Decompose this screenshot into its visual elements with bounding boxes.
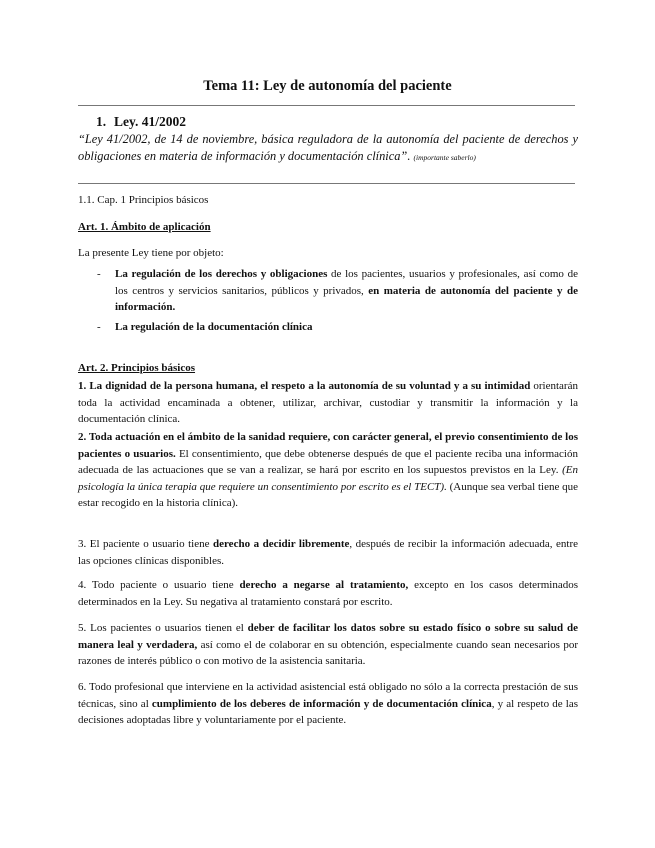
section-heading	[96, 114, 186, 130]
section-title: Ley. 41/2002	[114, 114, 187, 129]
paragraph: 6. Todo profesional que interviene en la actividad asistencial está obligado no sólo a la correcta prestación de sus técnicas, sino al cumplimiento de los deberes de información y de documentación clínica, y al respeto de las decisiones adoptadas libre y voluntariamente por el paciente.	[78, 681, 579, 726]
article-heading: Art. 2. Principios básicos	[78, 362, 196, 374]
paragraph: 2. Toda actuación en el ámbito de la sanidad requiere, con carácter general, el previo consentimiento de los pacientes o usuarios. El consentimiento, que debe obtenerse después de que el paciente reciba una información adecuada de las actuaciones que se van a realizar, se hará por escrito en los supuestos previstos en la Ley. (En psicología la única terapia que requiere un consentimiento por escrito es el TECT). (Aunque sea verbal tiene que estar recogido en la historia clínica).	[78, 431, 578, 509]
section-number: 1.	[96, 114, 107, 129]
bullet-dash: -	[97, 321, 101, 333]
list-item	[97, 266, 578, 316]
quote-note: (importante saberlo)	[413, 153, 476, 162]
bullet-dash: -	[97, 268, 101, 280]
bullet-bold: en materia de autonomía del paciente y de información.	[115, 284, 578, 313]
paragraph: 1. La dignidad de la persona humana, el respeto a la autonomía de su voluntad y a su intimidad orientarán toda la actividad encaminada a obtener, utilizar, archivar, custodiar y transmitir la información y la documentación clínica.	[78, 380, 578, 425]
bullet-bold: La regulación de los derechos y obligaciones	[115, 268, 328, 280]
paragraph: 4. Todo paciente o usuario tiene derecho a negarse al tratamiento, excepto en los casos determinados determinados en la Ley. Su negativa al tratamiento constará por escrito.	[78, 579, 578, 608]
paragraph: 3. El paciente o usuario tiene derecho a decidir libremente, después de recibir la información adecuada, entre las opciones clínicas disponibles.	[78, 538, 578, 567]
bullet-bold: La regulación de la documentación clínica	[115, 321, 313, 333]
divider	[78, 183, 575, 184]
article-intro: La presente Ley tiene por objeto:	[78, 247, 224, 259]
list-item	[97, 319, 578, 336]
divider	[78, 105, 575, 106]
quote-text: “Ley 41/2002, de 14 de noviembre, básica reguladora de la autonomía del paciente de derechos y obligaciones en materia de información y documentación clínica”.	[78, 132, 578, 163]
bullet-text: de los pacientes, usuarios y profesionales, así como de los centros y servicios sanitarios, públicos y privados,	[115, 268, 578, 297]
page-title: Tema 11: Ley de autonomía del paciente	[203, 78, 452, 94]
chapter-heading: 1.1. Cap. 1 Principios básicos	[78, 194, 209, 206]
paragraph: 5. Los pacientes o usuarios tienen el deber de facilitar los datos sobre su estado físico o sobre su salud de manera leal y verdadera, así como el de colaborar en su obtención, especialmente cuando sean necesarios por razones de interés público o con motivo de la asistencia sanitaria.	[78, 622, 578, 667]
law-quote	[78, 131, 578, 166]
article-heading: Art. 1. Ámbito de aplicación	[78, 221, 211, 233]
